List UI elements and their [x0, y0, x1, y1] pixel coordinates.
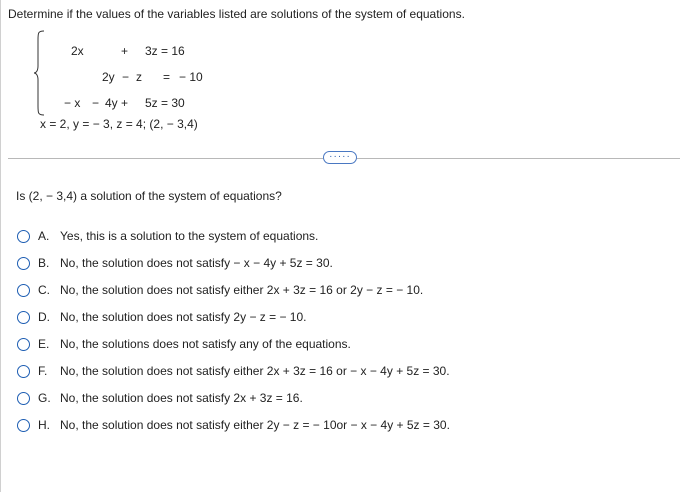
eq2-term-z: z — [136, 70, 142, 84]
more-options-button[interactable]: ····· — [323, 151, 357, 164]
option-letter: D. — [38, 310, 50, 324]
eq2-equals: = — [163, 70, 171, 84]
radio-button[interactable] — [17, 338, 30, 351]
option-b[interactable] — [17, 254, 333, 272]
radio-button[interactable] — [17, 419, 30, 432]
radio-button[interactable] — [17, 311, 30, 324]
option-e[interactable] — [17, 335, 351, 353]
option-letter: H. — [38, 418, 50, 432]
option-letter: F. — [38, 364, 48, 378]
option-letter: G. — [38, 391, 51, 405]
radio-button[interactable] — [17, 392, 30, 405]
option-h[interactable] — [17, 416, 450, 434]
option-g[interactable] — [17, 389, 303, 407]
option-text: No, the solution does not satisfy either 2y − z = − 10or − x − 4y + 5z = 30. — [60, 418, 450, 432]
option-letter: A. — [38, 229, 50, 243]
system-brace — [33, 30, 45, 116]
option-text: No, the solutions does not satisfy any of the equations. — [60, 337, 351, 351]
option-text: No, the solution does not satisfy either 2x + 3z = 16 or 2y − z = − 10. — [60, 283, 424, 297]
eq2-rhs: − 10 — [179, 70, 203, 84]
question-text: Is (2, − 3,4) a solution of the system of equations? — [16, 189, 282, 203]
radio-button[interactable] — [17, 257, 30, 270]
eq1-term-2x: 2x — [71, 44, 84, 58]
eq2-term-2y: 2y — [102, 70, 115, 84]
problem-prompt: Determine if the values of the variables listed are solutions of the system of equations. — [8, 7, 465, 21]
option-text: No, the solution does not satisfy either 2x + 3z = 16 or − x − 4y + 5z = 30. — [60, 364, 450, 378]
left-border-line — [0, 0, 1, 492]
option-text: Yes, this is a solution to the system of equations. — [60, 229, 319, 243]
radio-button[interactable] — [17, 365, 30, 378]
option-text: No, the solution does not satisfy − x − 4y + 5z = 30. — [60, 256, 333, 270]
option-d[interactable] — [17, 308, 306, 326]
given-values: x = 2, y = − 3, z = 4; (2, − 3,4) — [40, 117, 198, 131]
section-divider-right — [357, 158, 680, 159]
section-divider-left — [8, 158, 323, 159]
option-letter: C. — [38, 283, 50, 297]
option-letter: E. — [38, 337, 50, 351]
option-c[interactable] — [17, 281, 423, 299]
option-text: No, the solution does not satisfy 2y − z = − 10. — [60, 310, 307, 324]
option-text: No, the solution does not satisfy 2x + 3z = 16. — [60, 391, 303, 405]
option-a[interactable] — [17, 227, 318, 245]
radio-button[interactable] — [17, 230, 30, 243]
eq3-minus: − — [92, 96, 100, 110]
eq1-plus: + — [121, 44, 129, 58]
eq3-term-4y: 4y + — [105, 96, 129, 110]
eq1-rhs: 3z = 16 — [145, 44, 185, 58]
eq3-term-x: − x — [64, 96, 81, 110]
radio-button[interactable] — [17, 284, 30, 297]
option-f[interactable] — [17, 362, 450, 380]
option-letter: B. — [38, 256, 50, 270]
eq3-rhs: 5z = 30 — [145, 96, 185, 110]
eq2-minus: − — [122, 70, 130, 84]
